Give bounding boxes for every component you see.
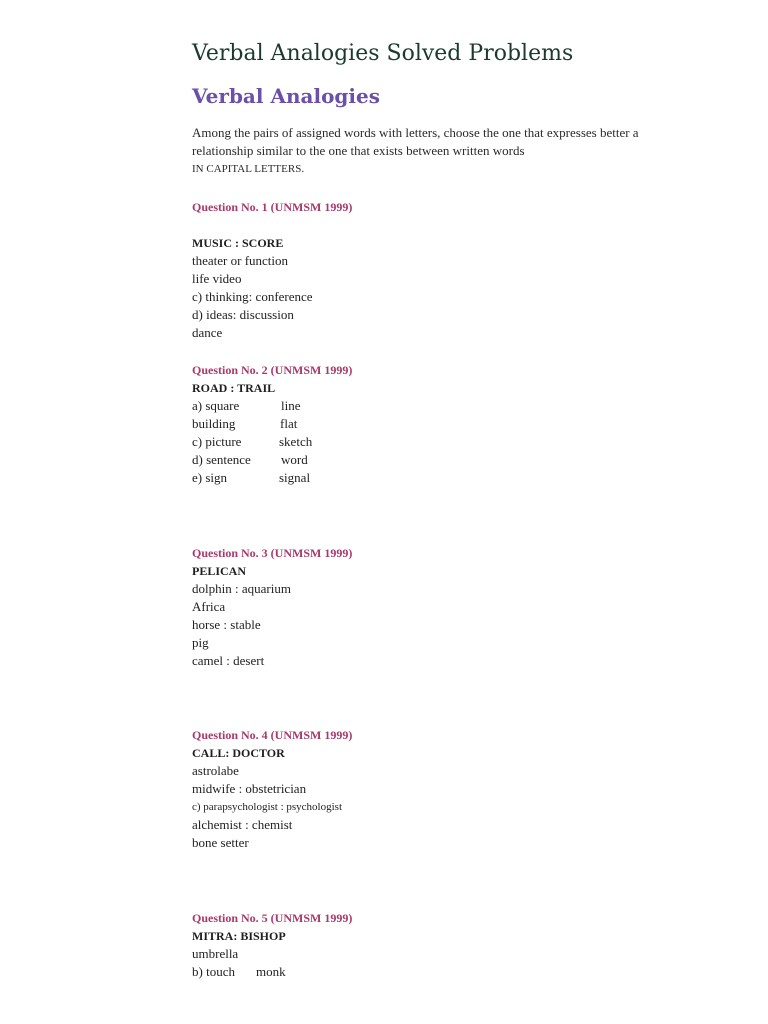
option-2: life video <box>192 271 242 286</box>
option-right: line <box>281 398 301 413</box>
section-title: Verbal Analogies <box>192 84 380 108</box>
option-2 <box>192 963 652 981</box>
question-stem: MUSIC : SCORE <box>192 236 284 250</box>
question-heading: Question No. 1 (UNMSM 1999) <box>192 200 353 214</box>
document-title: Verbal Analogies Solved Problems <box>192 41 574 66</box>
question-4 <box>192 726 652 852</box>
question-heading: Question No. 5 (UNMSM 1999) <box>192 911 353 925</box>
option-4: d) ideas: discussion <box>192 307 294 322</box>
option-5: camel : desert <box>192 653 265 668</box>
intro-text: Among the pairs of assigned words with letters, choose the one that expresses better a relationship similar to the one that exists between written words <box>192 125 639 158</box>
option-left: e) sign <box>192 470 228 485</box>
option-right: flat <box>280 416 298 431</box>
question-1 <box>192 198 652 342</box>
option-right: sketch <box>279 434 313 449</box>
question-stem: PELICAN <box>192 564 247 578</box>
option-left: d) sentence <box>192 452 251 467</box>
option-right: signal <box>279 470 311 485</box>
option-2 <box>192 415 652 433</box>
question-2 <box>192 361 652 487</box>
option-3: horse : stable <box>192 617 261 632</box>
option-1: theater or function <box>192 253 289 268</box>
option-1 <box>192 397 652 415</box>
option-left: building <box>192 416 236 431</box>
question-stem: CALL: DOCTOR <box>192 746 285 760</box>
option-3 <box>192 433 652 451</box>
option-5: bone setter <box>192 835 249 850</box>
option-1: astrolabe <box>192 763 239 778</box>
option-left: a) square <box>192 398 240 413</box>
option-2: midwife : obstetrician <box>192 781 307 796</box>
option-1: dolphin : aquarium <box>192 581 291 596</box>
option-3: c) thinking: conference <box>192 289 313 304</box>
intro-paragraph <box>192 124 652 178</box>
option-4: pig <box>192 635 209 650</box>
intro-caps: IN CAPITAL LETTERS. <box>192 163 305 175</box>
option-left: b) touch <box>192 964 235 979</box>
question-heading: Question No. 4 (UNMSM 1999) <box>192 728 353 742</box>
question-3 <box>192 544 652 670</box>
question-heading: Question No. 3 (UNMSM 1999) <box>192 546 353 560</box>
option-right: word <box>281 452 308 467</box>
option-4 <box>192 451 652 469</box>
question-heading: Question No. 2 (UNMSM 1999) <box>192 363 353 377</box>
option-4: alchemist : chemist <box>192 817 293 832</box>
option-right: monk <box>256 964 286 979</box>
option-left: c) picture <box>192 434 242 449</box>
option-2: Africa <box>192 599 226 614</box>
question-stem: MITRA: BISHOP <box>192 929 286 943</box>
option-1: umbrella <box>192 946 239 961</box>
option-5 <box>192 469 652 487</box>
question-stem: ROAD : TRAIL <box>192 381 276 395</box>
option-5: dance <box>192 325 223 340</box>
question-5 <box>192 909 652 981</box>
option-3: c) parapsychologist : psychologist <box>192 801 343 813</box>
